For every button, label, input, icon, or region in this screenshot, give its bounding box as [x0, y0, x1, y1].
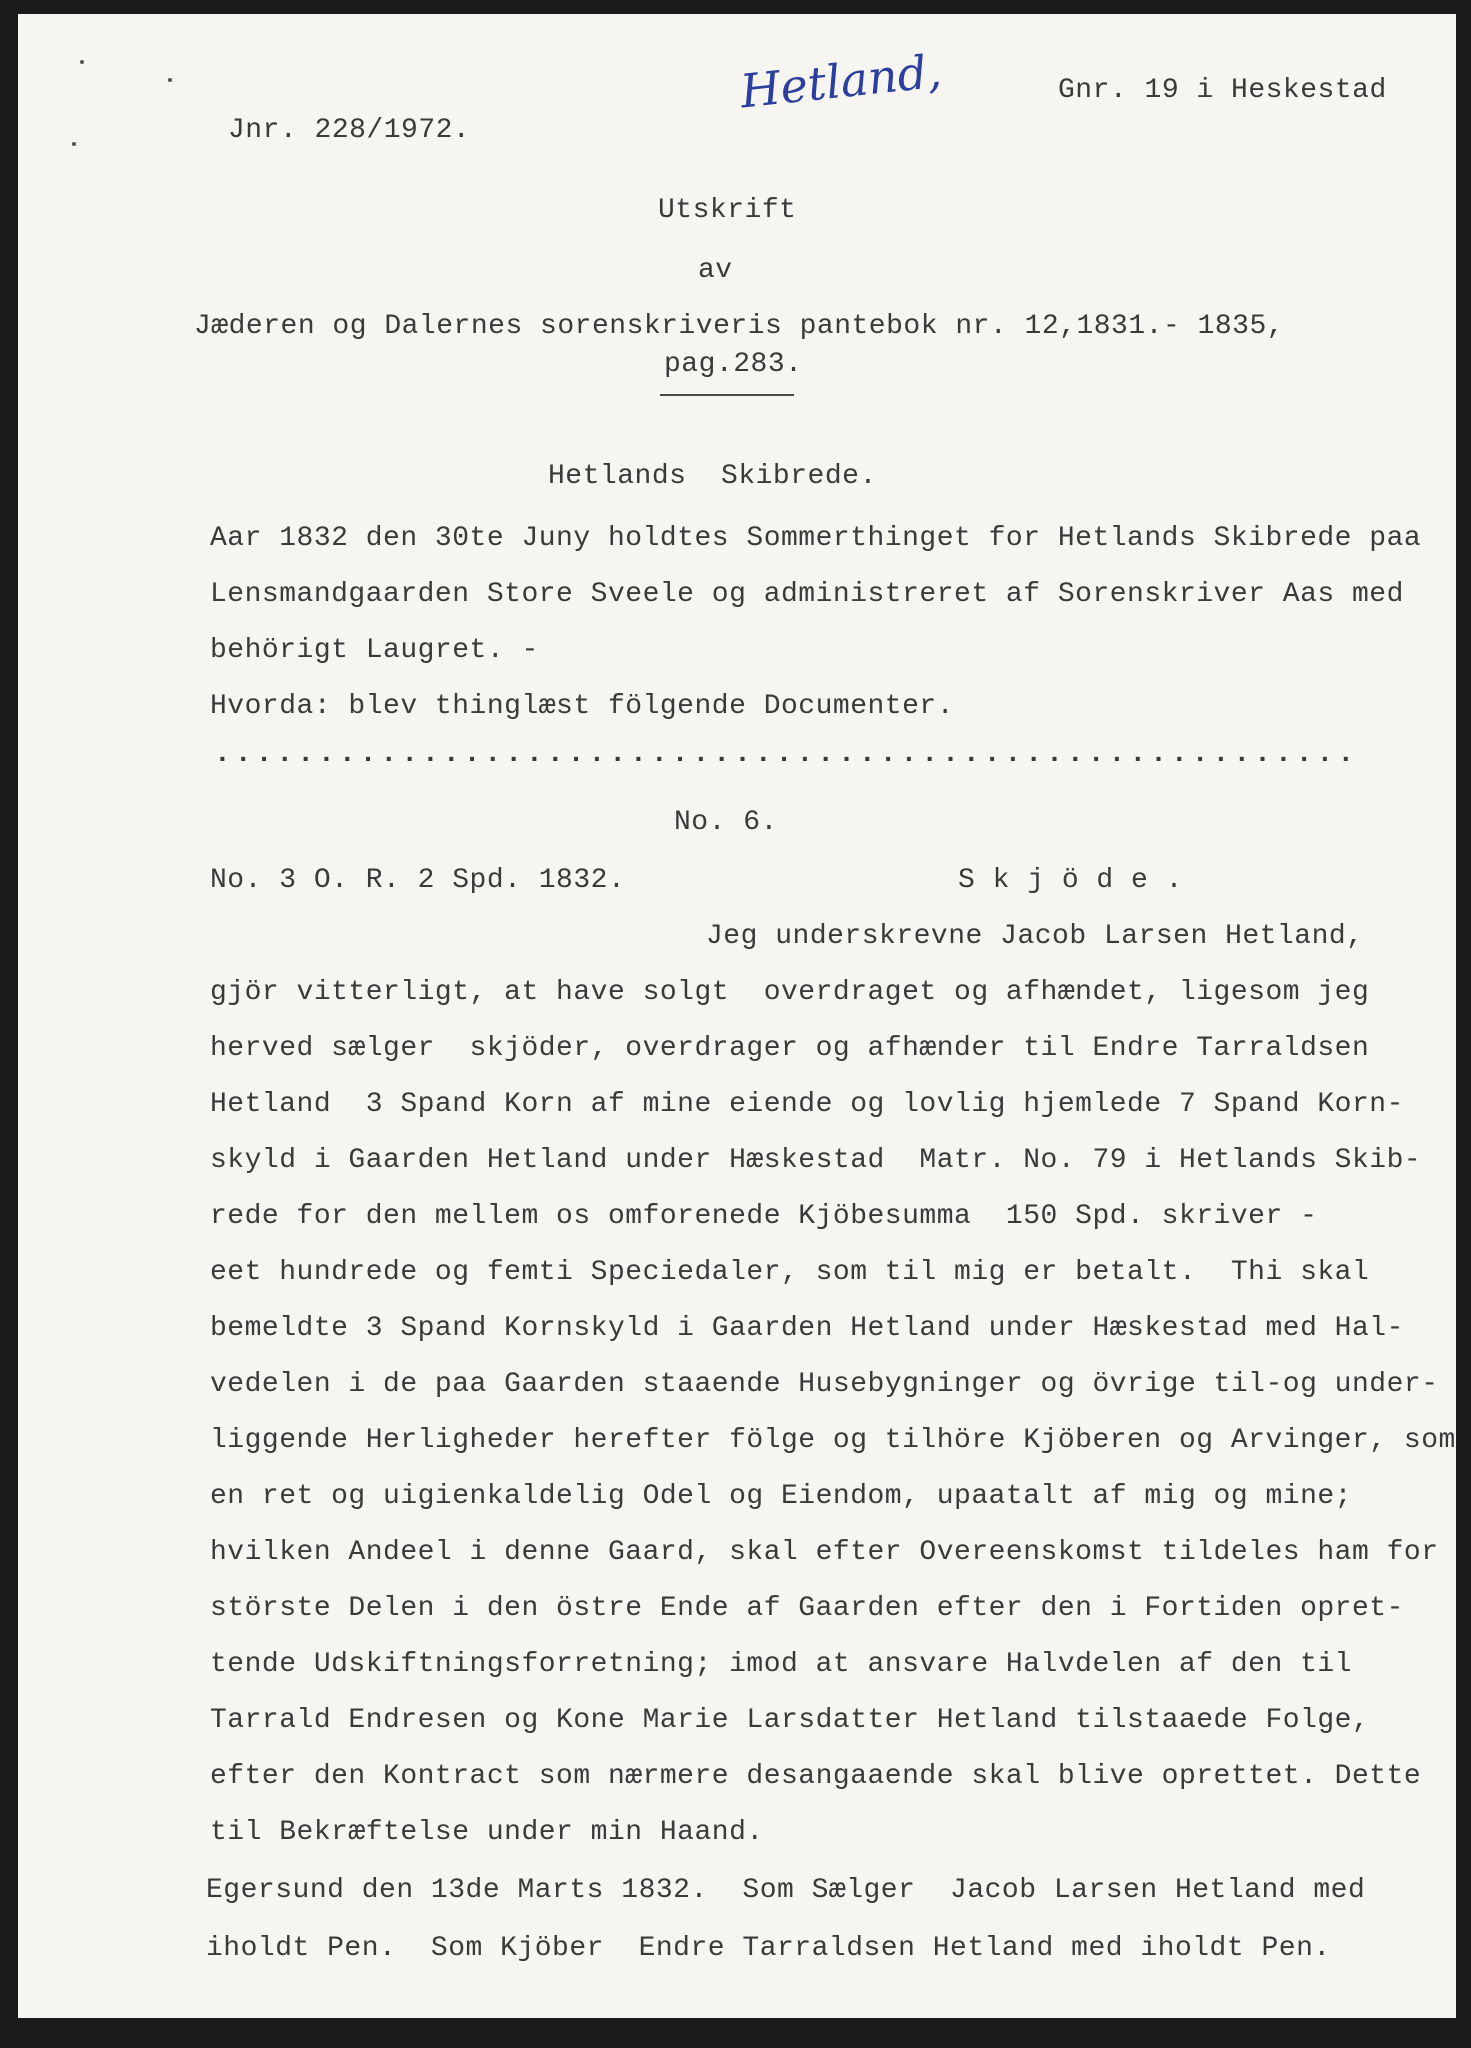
body-line: en ret og uigienkaldelig Odel og Eiendom, upaatalt af mig og mine;: [210, 1481, 1352, 1512]
body-line: gjör vitterligt, at have solgt overdraget og afhændet, ligesom jeg: [210, 977, 1370, 1008]
margin-mark: [80, 60, 84, 64]
intro-line: Lensmandgaarden Store Sveele og administreret af Sorenskriver Aas med: [210, 579, 1404, 610]
title-utskrift: Utskrift: [658, 195, 797, 226]
body-line: til Bekræftelse under min Haand.: [210, 1817, 764, 1848]
skibrede-heading: Hetlands Skibrede.: [548, 461, 877, 492]
document-page: [18, 14, 1456, 2018]
body-line: herved sælger skjöder, overdrager og afhænder til Endre Tarraldsen: [210, 1033, 1370, 1064]
body-line: efter den Kontract som nærmere desangaaende skal blive oprettet. Dette: [210, 1761, 1422, 1792]
intro-line: Hvorda: blev thinglæst fölgende Documenter.: [210, 691, 955, 722]
body-line: skyld i Gaarden Hetland under Hæskestad Matr. No. 79 i Hetlands Skib-: [210, 1145, 1422, 1176]
intro-line: behörigt Laugret. -: [210, 635, 539, 666]
document-reference: No. 3 O. R. 2 Spd. 1832.: [210, 865, 626, 896]
title-av: av: [698, 255, 733, 286]
body-line: Hetland 3 Spand Korn af mine eiende og lovlig hjemlede 7 Spand Korn-: [210, 1089, 1404, 1120]
title-source: Jæderen og Dalernes sorenskriveris pantebok nr. 12,1831.- 1835,: [194, 311, 1285, 342]
intro-line: Aar 1832 den 30te Juny holdtes Sommerthinget for Hetlands Skibrede paa: [210, 523, 1422, 554]
body-line: hvilken Andeel i denne Gaard, skal efter Overeenskomst tildeles ham for: [210, 1537, 1439, 1568]
body-line: iholdt Pen. Som Kjöber Endre Tarraldsen Hetland med iholdt Pen.: [206, 1933, 1331, 1964]
body-line: Tarrald Endresen og Kone Marie Larsdatter Hetland tilstaaede Folge,: [210, 1705, 1370, 1736]
title-underline: [660, 394, 794, 396]
body-line: Jeg underskrevne Jacob Larsen Hetland,: [706, 921, 1364, 952]
body-line: störste Delen i den östre Ende af Gaarden efter den i Fortiden opret-: [210, 1593, 1404, 1624]
body-line: liggende Herligheder herefter fölge og tilhöre Kjöberen og Arvinger, som: [210, 1425, 1456, 1456]
body-line: vedelen i de paa Gaarden staaende Husebygninger og övrige til-og under-: [210, 1369, 1439, 1400]
handwritten-name: Hetland,: [737, 43, 944, 119]
body-line: rede for den mellem os omforenede Kjöbesumma 150 Spd. skriver -: [210, 1201, 1318, 1232]
margin-mark: [168, 78, 172, 82]
document-type: S k j ö d e .: [958, 865, 1183, 896]
body-line: tende Udskiftningsforretning; imod at ansvare Halvdelen af den til: [210, 1649, 1352, 1680]
body-line: Egersund den 13de Marts 1832. Som Sælger Jacob Larsen Hetland med: [206, 1875, 1366, 1906]
journal-number: Jnr. 228/1972.: [228, 115, 471, 146]
title-page: pag.283.: [664, 349, 803, 380]
document-number: No. 6.: [674, 807, 778, 838]
dotted-separator: .......................................................: [214, 739, 1359, 770]
body-line: eet hundrede og femti Speciedaler, som til mig er betalt. Thi skal: [210, 1257, 1370, 1288]
gnr-reference: Gnr. 19 i Heskestad: [1058, 75, 1387, 106]
margin-mark: [72, 142, 76, 146]
body-line: bemeldte 3 Spand Kornskyld i Gaarden Hetland under Hæskestad med Hal-: [210, 1313, 1404, 1344]
